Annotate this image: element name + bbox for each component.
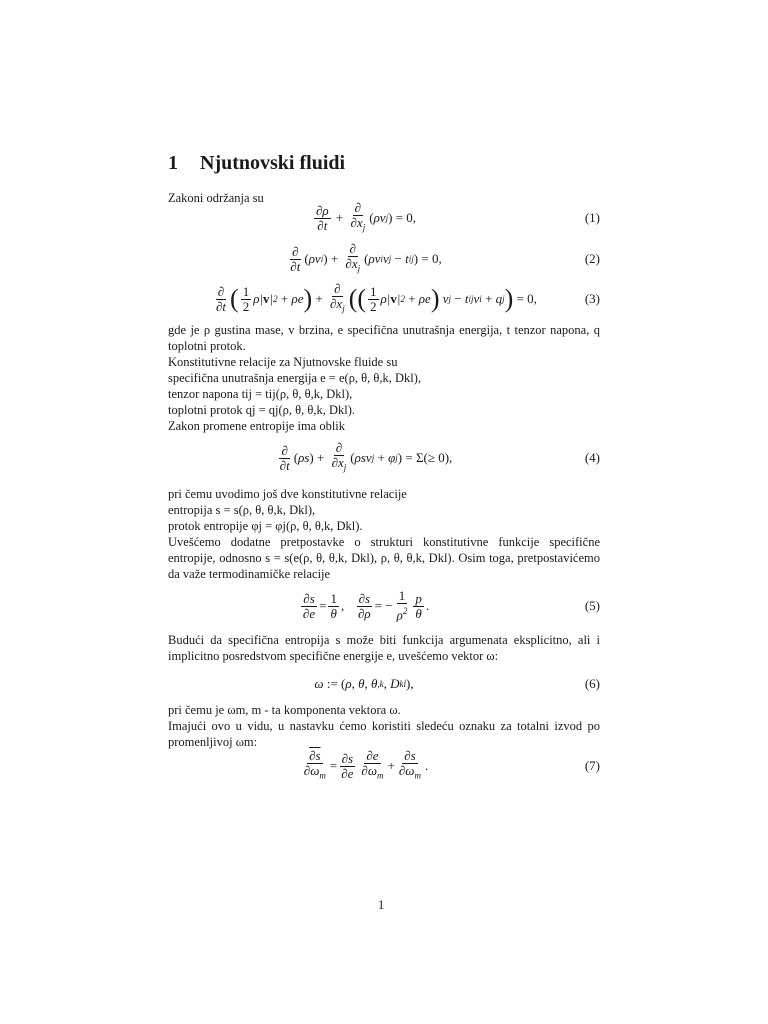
equation-3 (168, 279, 600, 319)
component-text: pri čemu je ωm, m - ta komponenta vektora ω. (168, 703, 401, 717)
equation-4-body: $\frac{\partial}{\partial t}$ ( ρs ) + $\frac{\partial}{\partial x_j}$ ( ρsv j + φ j ) = Σ(≥ 0), (279, 440, 453, 473)
equation-1 (168, 198, 600, 238)
section-heading (168, 152, 345, 175)
equation-5 (168, 586, 600, 626)
equation-5-number: (5) (584, 598, 600, 613)
equation-6-body: ω := ( ρ, θ, θ ,k , D kl ), (314, 676, 414, 691)
constitutive-line-2: tenzor napona tij = tij(ρ, θ, θ,k, Dkl), (168, 387, 353, 401)
equation-2-number: (2) (584, 251, 600, 266)
extra-line-1: entropija s = s(ρ, θ, θ,k, Dkl), (168, 503, 316, 517)
equation-7-body: $\frac{\partial s}{\partial\omega_m}$ = $\frac{\partial s}{\partial e}$ $\frac{\partial e}{\partial\omega_m}$ + $\frac{\partial s}{\partial\omega_m}$ . (303, 748, 429, 781)
equation-1-number: (1) (584, 210, 600, 225)
equation-2 (168, 239, 600, 279)
equation-6 (168, 664, 600, 704)
equation-2-body: $\frac{\partial}{\partial t}$ ( ρv i ) + $\frac{\partial}{\partial x_j}$ ( ρv i v j − t ij ) = 0, (290, 241, 442, 274)
equation-4 (168, 438, 600, 478)
extra-line-2: protok entropije φj = φj(ρ, θ, θ,k, Dkl). (168, 519, 363, 533)
constitutive-line-1: specifična unutrašnja energija e = e(ρ, θ, θ,k, Dkl), (168, 371, 422, 385)
equation-7 (168, 746, 600, 786)
equation-5-body: $\frac{\partial s}{\partial e}$ = $\frac{1}{\theta}$ , $\frac{\partial s}{\partial\rho}$ = − $\frac{1}{\rho^2}$ $\frac{p}{\theta}$ . (302, 588, 430, 623)
paragraph-omega: Budući da specifična entropija s može biti funkcija argumenata eksplicitno, ali i implicitno posredstvom specifične energije e, uvešćemo vektor ω: (168, 633, 600, 663)
equation-3-number: (3) (584, 291, 600, 306)
constitutive-heading: Konstitutivne relacije za Njutnovske fluide su (168, 355, 398, 369)
entropy-law-text: Zakon promene entropije ima oblik (168, 419, 346, 433)
page-number: 1 (378, 898, 385, 912)
paragraph-definitions: gde je ρ gustina mase, v brzina, e specifična unutrašnja energija, t tenzor napona, q toplotni protok. (168, 323, 600, 353)
extra-heading: pri čemu uvodimo još dve konstitutivne relacije (168, 487, 407, 501)
constitutive-line-3: toplotni protok qj = qj(ρ, θ, θ,k, Dkl). (168, 403, 356, 417)
section-number: 1 (168, 152, 178, 174)
equation-4-number: (4) (584, 450, 600, 465)
section-title: Njutnovski fluidi (200, 152, 346, 174)
equation-7-number: (7) (584, 758, 600, 773)
intro-text: Zakoni održanja su (168, 191, 264, 205)
equation-3-body: $\frac{\partial}{\partial t}$ ( $\frac{1}{2}$ ρ| v | 2 + ρe ) + $\frac{\partial}{\partial x_j}$ (( $\frac{1}{2}$ ρ| v | 2 + ρe ) v j − t ij v i + q j ) = 0, (216, 281, 537, 314)
paragraph-assumptions: Uvešćemo dodatne pretpostavke o strukturi konstitutivne funkcije specifične entropije, odnosno s = s(e(ρ, θ, θ,k, Dkl), ρ, θ, θ,k, Dkl). Osim toga, pretpostavićemo da važe termodinamičke relacije (168, 535, 600, 581)
equation-1-body: $\frac{\partial\rho}{\partial t}$ + $\frac{\partial}{\partial x_j}$ ( ρv j ) = 0, (315, 200, 417, 233)
equation-6-number: (6) (584, 676, 600, 691)
paragraph-notation: Imajući ovo u vidu, u nastavku ćemo koristiti sledeću oznaku za totalni izvod po promenljivoj ωm: (168, 719, 600, 749)
